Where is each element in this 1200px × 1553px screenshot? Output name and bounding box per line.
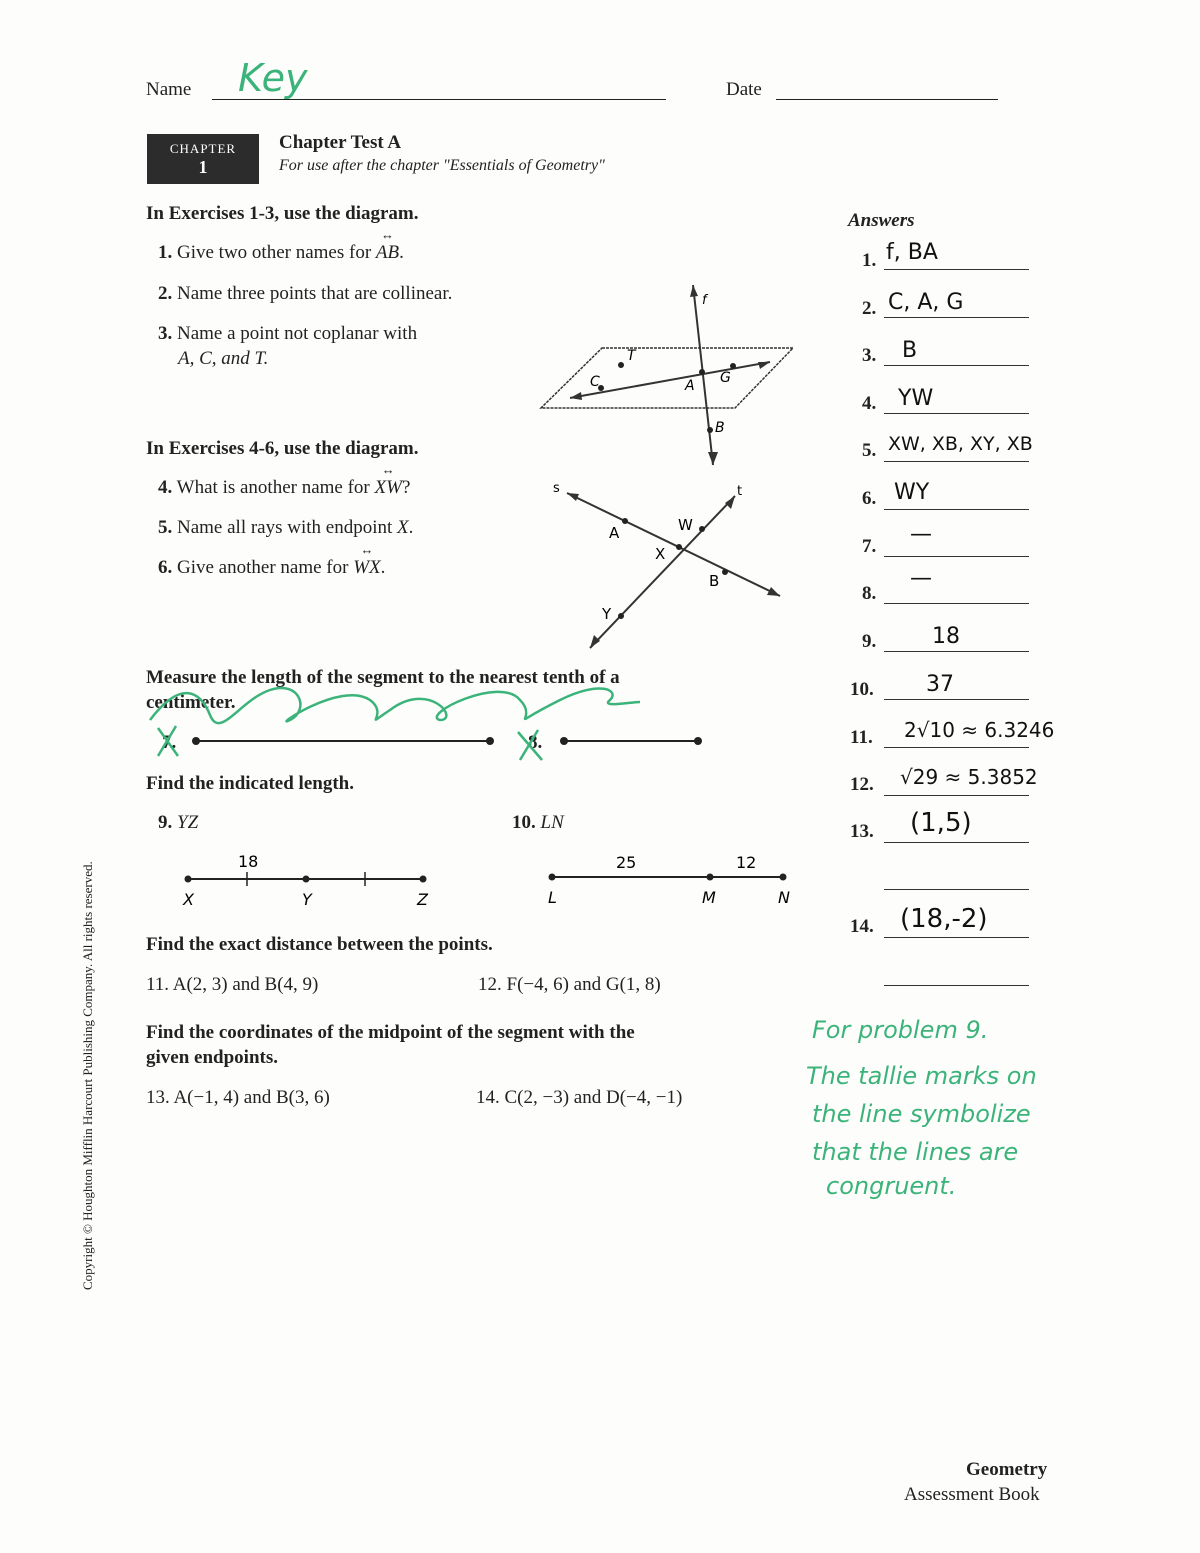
q9-symbol: YZ bbox=[177, 812, 199, 833]
point-x bbox=[676, 544, 682, 550]
label-t: T bbox=[627, 348, 636, 364]
question-11: 11. A(2, 3) and B(4, 9) bbox=[146, 974, 319, 995]
question-1 bbox=[158, 241, 404, 265]
answer-num-3: 3. bbox=[862, 345, 877, 366]
answer-num-14: 14. bbox=[850, 916, 874, 937]
point-g bbox=[730, 363, 736, 369]
line-f-arrow bbox=[708, 452, 718, 465]
label-a: A bbox=[685, 378, 695, 394]
section3-heading-a: Measure the length of the segment to the nearest tenth of a bbox=[146, 667, 620, 688]
q1-number: 1. bbox=[158, 242, 173, 263]
fig10-length-a: 25 bbox=[616, 853, 637, 872]
q1-line-symbol: ↔ AB bbox=[376, 241, 399, 265]
q3-text-a: Name a point not coplanar with bbox=[177, 323, 418, 344]
q6-text: Give another name for bbox=[177, 557, 354, 578]
label-s: s bbox=[553, 481, 560, 496]
line-s-arrow-left bbox=[567, 493, 579, 501]
question-12: 12. F(−4, 6) and G(1, 8) bbox=[478, 974, 661, 995]
section1-heading: In Exercises 1-3, use the diagram. bbox=[146, 203, 419, 224]
point-t bbox=[618, 362, 624, 368]
answer-num-11: 11. bbox=[850, 727, 873, 748]
page-subtitle: For use after the chapter "Essentials of Geometry" bbox=[279, 157, 605, 174]
q5-symbol: X bbox=[397, 517, 409, 538]
answer-line-1 bbox=[884, 269, 1029, 270]
answer-line-2 bbox=[884, 317, 1029, 318]
section2-heading: In Exercises 4-6, use the diagram. bbox=[146, 438, 419, 459]
question-3 bbox=[158, 322, 417, 346]
answer-num-9: 9. bbox=[862, 631, 877, 652]
answer-1[interactable]: f, BA bbox=[886, 240, 938, 265]
date-line[interactable] bbox=[776, 99, 998, 100]
note-line-2: The tallie marks on bbox=[806, 1062, 1037, 1090]
q2-number: 2. bbox=[158, 283, 173, 304]
answer-6[interactable]: WY bbox=[894, 480, 930, 505]
answer-num-10: 10. bbox=[850, 679, 874, 700]
note-line-1: For problem 9. bbox=[812, 1016, 989, 1044]
label-a2: A bbox=[609, 524, 620, 542]
point-a2 bbox=[622, 518, 628, 524]
line-s bbox=[567, 493, 780, 596]
q6-end: . bbox=[380, 557, 386, 578]
answer-line-8 bbox=[884, 603, 1029, 604]
answer-line-11 bbox=[884, 747, 1029, 748]
line-cag-arrow-left bbox=[570, 392, 582, 400]
q3-text-b: A, C, and T. bbox=[178, 348, 269, 369]
label-c: C bbox=[590, 374, 600, 390]
note-line-5: congruent. bbox=[826, 1172, 957, 1200]
answer-line-14 bbox=[884, 937, 1029, 938]
label-y: Y bbox=[602, 605, 612, 623]
answer-num-4: 4. bbox=[862, 393, 877, 414]
answer-num-5: 5. bbox=[862, 440, 877, 461]
answer-7[interactable]: — bbox=[910, 522, 932, 547]
note-line-4: that the lines are bbox=[812, 1138, 1019, 1166]
fig9-length: 18 bbox=[238, 852, 259, 871]
note-line-3: the line symbolize bbox=[812, 1100, 1031, 1128]
label-b: B bbox=[715, 420, 725, 436]
answer-line-10 bbox=[884, 699, 1029, 700]
answer-11[interactable]: 2√10 ≈ 6.3246 bbox=[904, 718, 1055, 742]
intersecting-lines-diagram bbox=[545, 478, 795, 658]
answer-line-12 bbox=[884, 795, 1029, 796]
answer-4[interactable]: YW bbox=[898, 386, 934, 411]
green-scribble bbox=[140, 660, 660, 770]
page-title: Chapter Test A bbox=[279, 132, 402, 153]
name-value[interactable]: Key bbox=[238, 56, 308, 100]
answer-line-6 bbox=[884, 509, 1029, 510]
q4-text: What is another name for bbox=[176, 477, 375, 498]
fig9-point-y: Y bbox=[302, 890, 312, 909]
answer-num-6: 6. bbox=[862, 488, 877, 509]
answer-9[interactable]: 18 bbox=[932, 624, 960, 649]
point-w bbox=[699, 526, 705, 532]
label-g: G bbox=[720, 370, 731, 386]
q5-number: 5. bbox=[158, 517, 173, 538]
question-2 bbox=[158, 282, 452, 306]
answer-10[interactable]: 37 bbox=[926, 672, 954, 697]
answer-line-9 bbox=[884, 651, 1029, 652]
fig10-point-m: M bbox=[702, 888, 716, 907]
label-f: f bbox=[702, 293, 707, 308]
fig10-length-b: 12 bbox=[736, 853, 757, 872]
answer-line-7 bbox=[884, 556, 1029, 557]
chapter-badge bbox=[147, 134, 259, 184]
q10-number: 10. bbox=[512, 812, 536, 833]
fig9-point-x: X bbox=[183, 890, 194, 909]
q10-symbol: LN bbox=[540, 812, 564, 833]
fig9-point-z: Z bbox=[417, 890, 428, 909]
line-t-arrow bbox=[725, 496, 735, 509]
point-b2 bbox=[722, 569, 728, 575]
q4-line-symbol: ↔ XW bbox=[375, 476, 402, 500]
question-4 bbox=[158, 476, 410, 500]
section6-heading-b: given endpoints. bbox=[146, 1047, 278, 1068]
copyright-notice: Copyright © Houghton Mifflin Harcourt Publishing Company. All rights reserved. bbox=[80, 861, 95, 1290]
q1-end: . bbox=[399, 242, 404, 263]
line-cag bbox=[570, 362, 770, 398]
answer-line-14b bbox=[884, 985, 1029, 986]
answer-3[interactable]: B bbox=[902, 338, 918, 363]
section3-heading-b: centimeter. bbox=[146, 692, 236, 713]
answer-line-4 bbox=[884, 413, 1029, 414]
label-t: t bbox=[737, 484, 743, 499]
figure-10-segment bbox=[540, 848, 800, 910]
point-y bbox=[618, 613, 624, 619]
question-6 bbox=[158, 556, 385, 580]
date-label: Date bbox=[726, 79, 762, 100]
answer-num-7: 7. bbox=[862, 536, 877, 557]
answer-2[interactable]: C, A, G bbox=[888, 290, 964, 315]
q4-end: ? bbox=[401, 477, 411, 498]
question-10 bbox=[512, 811, 564, 835]
name-label: Name bbox=[146, 79, 192, 100]
answer-num-12: 12. bbox=[850, 774, 874, 795]
q1-text: Give two other names for bbox=[177, 242, 376, 263]
q7-number: 7. bbox=[162, 732, 177, 753]
answer-num-2: 2. bbox=[862, 298, 877, 319]
answer-13[interactable]: (1,5) bbox=[910, 808, 972, 838]
q6-number: 6. bbox=[158, 557, 173, 578]
fig10-point-l: L bbox=[548, 888, 557, 907]
answer-line-13 bbox=[884, 842, 1029, 843]
chapter-number: 1 bbox=[198, 157, 208, 177]
line-cag-arrow-right bbox=[758, 362, 770, 369]
answer-14[interactable]: (18,-2) bbox=[900, 904, 988, 934]
label-b2: B bbox=[709, 572, 720, 590]
label-x: X bbox=[655, 545, 666, 563]
answer-line-13b bbox=[884, 889, 1029, 890]
q3-number: 3. bbox=[158, 323, 173, 344]
answer-8[interactable]: — bbox=[910, 566, 932, 591]
question-5 bbox=[158, 516, 413, 540]
footer-book-subtitle: Assessment Book bbox=[904, 1484, 1040, 1505]
answer-5[interactable]: XW, XB, XY, XB bbox=[888, 433, 1033, 455]
q9-number: 9. bbox=[158, 812, 173, 833]
answers-label: Answers bbox=[848, 210, 915, 231]
section6-heading-a: Find the coordinates of the midpoint of the segment with the bbox=[146, 1022, 635, 1043]
q6-line-symbol: ↔ WX bbox=[353, 556, 380, 580]
question-9 bbox=[158, 811, 198, 835]
answer-num-8: 8. bbox=[862, 583, 877, 604]
answer-num-13: 13. bbox=[850, 821, 874, 842]
q5-text: Name all rays with endpoint bbox=[177, 517, 398, 538]
label-w: W bbox=[678, 516, 693, 534]
q4-number: 4. bbox=[158, 477, 173, 498]
figure-9-segment bbox=[170, 848, 450, 910]
q5-end: . bbox=[408, 517, 414, 538]
answer-line-3 bbox=[884, 365, 1029, 366]
q8-number: 8. bbox=[528, 732, 543, 753]
fig10-point-n: N bbox=[778, 888, 790, 907]
line-t-arrow-bottom bbox=[590, 635, 600, 648]
chapter-word: CHAPTER bbox=[169, 141, 237, 156]
answer-12[interactable]: √29 ≈ 5.3852 bbox=[900, 765, 1038, 789]
line-s-arrow bbox=[767, 587, 780, 596]
question-14: 14. C(2, −3) and D(−4, −1) bbox=[476, 1087, 683, 1108]
section4-heading: Find the indicated length. bbox=[146, 773, 354, 794]
point-a bbox=[699, 369, 705, 375]
plane-diagram bbox=[535, 280, 805, 470]
answer-num-1: 1. bbox=[862, 250, 877, 271]
question-13: 13. A(−1, 4) and B(3, 6) bbox=[146, 1087, 330, 1108]
footer-book-title: Geometry bbox=[966, 1459, 1048, 1480]
section5-heading: Find the exact distance between the points. bbox=[146, 934, 493, 955]
q2-text: Name three points that are collinear. bbox=[177, 283, 453, 304]
answer-line-5 bbox=[884, 461, 1029, 462]
point-b bbox=[707, 427, 713, 433]
